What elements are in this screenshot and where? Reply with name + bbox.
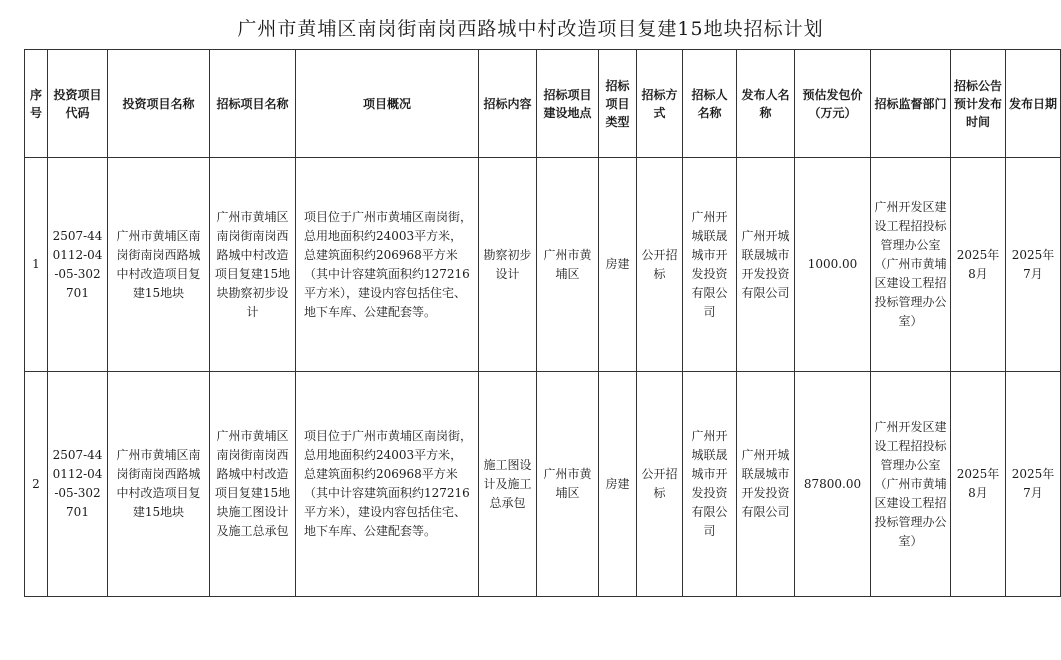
cell-type: 房建	[599, 372, 637, 597]
cell-supervisor: 广州开发区建设工程招投标管理办公室（广州市黄埔区建设工程招投标管理办公室）	[871, 372, 951, 597]
cell-investment-name: 广州市黄埔区南岗街南岗西路城中村改造项目复建15地块	[108, 372, 210, 597]
document-title: 广州市黄埔区南岗街南岗西路城中村改造项目复建15地块招标计划	[237, 18, 824, 40]
header-code: 投资项目代码	[48, 50, 108, 158]
cell-announce-time: 2025年8月	[951, 372, 1006, 597]
cell-method: 公开招标	[637, 372, 683, 597]
header-overview: 项目概况	[296, 50, 479, 158]
cell-publish-date: 2025年7月	[1006, 158, 1061, 372]
cell-overview: 项目位于广州市黄埔区南岗街，总用地面积约24003平方米，总建筑面积约206968平方米（其中计容建筑面积约127216平方米），建设内容包括住宅、地下车库、公建配套等。	[296, 372, 479, 597]
cell-tenderer: 广州开城联晟城市开发投资有限公司	[683, 372, 737, 597]
table-header-row	[25, 50, 1061, 158]
tender-plan-table	[24, 49, 1061, 597]
cell-location: 广州市黄埔区	[537, 372, 599, 597]
header-tender-name: 招标项目名称	[210, 50, 296, 158]
cell-location: 广州市黄埔区	[537, 158, 599, 372]
cell-supervisor: 广州开发区建设工程招投标管理办公室（广州市黄埔区建设工程招投标管理办公室）	[871, 158, 951, 372]
cell-type: 房建	[599, 158, 637, 372]
cell-publisher: 广州开城联晟城市开发投资有限公司	[737, 158, 795, 372]
cell-investment-name: 广州市黄埔区南岗街南岗西路城中村改造项目复建15地块	[108, 158, 210, 372]
header-publisher: 发布人名称	[737, 50, 795, 158]
cell-price: 87800.00	[795, 372, 871, 597]
table-row	[25, 158, 1061, 372]
table-row	[25, 372, 1061, 597]
header-location: 招标项目建设地点	[537, 50, 599, 158]
cell-content: 勘察初步设计	[479, 158, 537, 372]
cell-publish-date: 2025年7月	[1006, 372, 1061, 597]
header-type: 招标项目类型	[599, 50, 637, 158]
cell-publisher: 广州开城联晟城市开发投资有限公司	[737, 372, 795, 597]
header-supervisor: 招标监督部门	[871, 50, 951, 158]
header-method: 招标方式	[637, 50, 683, 158]
header-tenderer: 招标人名称	[683, 50, 737, 158]
cell-index: 1	[25, 158, 48, 372]
header-content: 招标内容	[479, 50, 537, 158]
cell-overview: 项目位于广州市黄埔区南岗街，总用地面积约24003平方米，总建筑面积约206968平方米（其中计容建筑面积约127216平方米），建设内容包括住宅、地下车库、公建配套等。	[296, 158, 479, 372]
cell-tender-name: 广州市黄埔区南岗街南岗西路城中村改造项目复建15地块勘察初步设计	[210, 158, 296, 372]
cell-code: 2507-440112-04-05-302701	[48, 372, 108, 597]
cell-announce-time: 2025年8月	[951, 158, 1006, 372]
header-publish-date: 发布日期	[1006, 50, 1061, 158]
cell-price: 1000.00	[795, 158, 871, 372]
cell-tenderer: 广州开城联晟城市开发投资有限公司	[683, 158, 737, 372]
header-announce-time: 招标公告预计发布时间	[951, 50, 1006, 158]
header-investment-name: 投资项目名称	[108, 50, 210, 158]
cell-code: 2507-440112-04-05-302701	[48, 158, 108, 372]
header-index: 序号	[25, 50, 48, 158]
cell-content: 施工图设计及施工总承包	[479, 372, 537, 597]
header-price: 预估发包价（万元）	[795, 50, 871, 158]
cell-tender-name: 广州市黄埔区南岗街南岗西路城中村改造项目复建15地块施工图设计及施工总承包	[210, 372, 296, 597]
cell-index: 2	[25, 372, 48, 597]
cell-method: 公开招标	[637, 158, 683, 372]
